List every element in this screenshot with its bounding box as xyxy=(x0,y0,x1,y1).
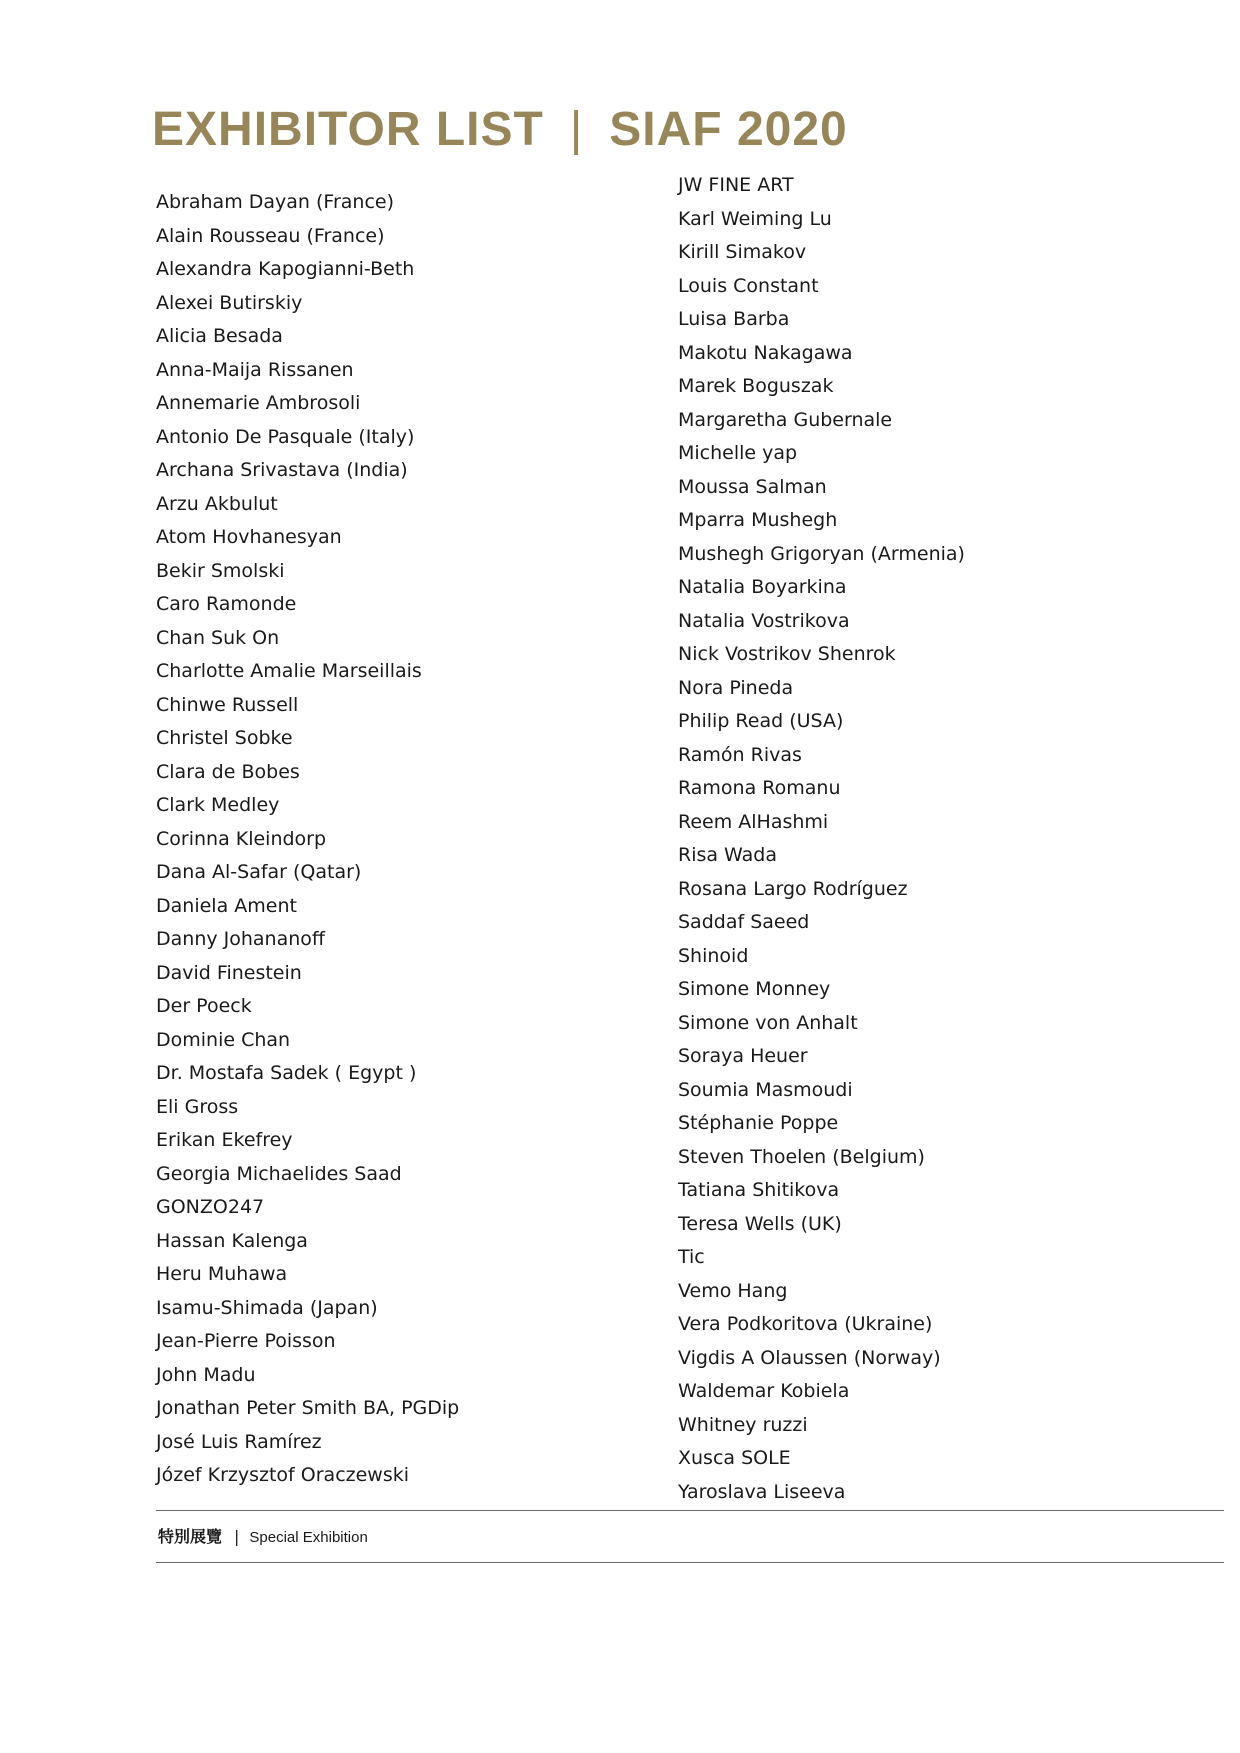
exhibitor-name: Teresa Wells (UK) xyxy=(678,1212,842,1235)
exhibitor-name: Natalia Boyarkina xyxy=(678,576,847,598)
exhibitor-name: Georgia Michaelides Saad xyxy=(156,1162,402,1185)
exhibitor-name: Vemo Hang xyxy=(678,1279,788,1302)
exhibitor-list-right-column xyxy=(678,169,965,1509)
exhibitor-name: Nick Vostrikov Shenrok xyxy=(678,643,896,665)
title-separator: | xyxy=(569,103,584,156)
exhibitor-name: Anna-Maija Rissanen xyxy=(156,358,354,381)
exhibitor-name: Natalia Vostrikova xyxy=(678,609,850,632)
footer-label xyxy=(158,1524,368,1550)
exhibitor-name: Atom Hovhanesyan xyxy=(156,526,342,548)
footer-label-english: Special Exhibition xyxy=(249,1529,368,1546)
exhibitor-name: Alain Rousseau (France) xyxy=(156,224,385,247)
footer-bottom-divider xyxy=(156,1562,1224,1563)
exhibitor-name: Alexandra Kapogianni-Beth xyxy=(156,258,415,280)
exhibitor-name: Mushegh Grigoryan (Armenia) xyxy=(678,542,965,565)
exhibitor-name: Dr. Mostafa Sadek ( Egypt ) xyxy=(156,1062,417,1084)
exhibitor-name: Philip Read (USA) xyxy=(678,710,844,732)
exhibitor-name: Luisa Barba xyxy=(678,308,790,330)
exhibitor-name: Tic xyxy=(678,1246,705,1268)
exhibitor-name: Shinoid xyxy=(678,944,749,967)
exhibitor-name: Saddaf Saeed xyxy=(678,911,810,933)
exhibitor-name: Risa Wada xyxy=(678,844,777,866)
exhibitor-name: Charlotte Amalie Marseillais xyxy=(156,660,422,682)
exhibitor-name: Soumia Masmoudi xyxy=(678,1078,853,1101)
footer-separator: | xyxy=(234,1527,240,1546)
exhibitor-name: Marek Boguszak xyxy=(678,375,834,397)
exhibitor-name: JW FINE ART xyxy=(678,174,794,196)
title-siaf-2020: SIAF 2020 xyxy=(609,103,848,156)
exhibitor-name: Kirill Simakov xyxy=(678,241,807,263)
exhibitor-name: Rosana Largo Rodríguez xyxy=(678,877,908,900)
exhibitor-name: Danny Johananoff xyxy=(156,928,325,950)
exhibitor-name: Alicia Besada xyxy=(156,325,283,347)
exhibitor-name: Chinwe Russell xyxy=(156,693,299,716)
exhibitor-name: Margaretha Gubernale xyxy=(678,408,893,431)
exhibitor-name: Tatiana Shitikova xyxy=(678,1179,840,1201)
exhibitor-name: Dominie Chan xyxy=(156,1028,291,1051)
exhibitor-name: Louis Constant xyxy=(678,274,819,297)
exhibitor-name: Yaroslava Liseeva xyxy=(678,1480,846,1503)
page-title xyxy=(152,100,848,160)
exhibitor-name: Karl Weiming Lu xyxy=(678,207,832,230)
exhibitor-name: Christel Sobke xyxy=(156,727,293,749)
exhibitor-name: Caro Ramonde xyxy=(156,593,297,615)
exhibitor-name: Der Poeck xyxy=(156,995,252,1017)
exhibitor-name: Eli Gross xyxy=(156,1095,239,1118)
exhibitor-name: Reem AlHashmi xyxy=(678,810,829,833)
exhibitor-name: Bekir Smolski xyxy=(156,559,285,582)
exhibitor-name: Xusca SOLE xyxy=(678,1447,791,1469)
exhibitor-name: Corinna Kleindorp xyxy=(156,827,327,850)
exhibitor-name: Soraya Heuer xyxy=(678,1045,808,1067)
exhibitor-name: Waldemar Kobiela xyxy=(678,1380,850,1402)
exhibitor-name: Abraham Dayan (France) xyxy=(156,191,394,213)
exhibitor-name: Hassan Kalenga xyxy=(156,1229,308,1252)
exhibitor-name: Vigdis A Olaussen (Norway) xyxy=(678,1346,941,1369)
exhibitor-name: Archana Srivastava (India) xyxy=(156,459,408,481)
exhibitor-name: José Luis Ramírez xyxy=(156,1430,322,1453)
exhibitor-name: Steven Thoelen (Belgium) xyxy=(678,1145,925,1168)
exhibitor-name: Ramón Rivas xyxy=(678,743,802,766)
exhibitor-name: Erikan Ekefrey xyxy=(156,1129,293,1151)
exhibitor-name: Józef Krzysztof Oraczewski xyxy=(156,1464,410,1486)
exhibitor-name: Clara de Bobes xyxy=(156,760,300,783)
footer-label-chinese: 特別展覽 xyxy=(158,1527,223,1546)
exhibitor-name: John Madu xyxy=(156,1363,256,1386)
exhibitor-name: David Finestein xyxy=(156,961,302,984)
exhibitor-name: Chan Suk On xyxy=(156,626,280,649)
exhibitor-name: Whitney ruzzi xyxy=(678,1413,808,1436)
exhibitor-name: Heru Muhawa xyxy=(156,1263,288,1285)
exhibitor-name: Mparra Mushegh xyxy=(678,509,838,531)
exhibitor-name: Alexei Butirskiy xyxy=(156,291,303,314)
exhibitor-name: GONZO247 xyxy=(156,1196,265,1218)
exhibitor-name: Vera Podkoritova (Ukraine) xyxy=(678,1313,933,1335)
exhibitor-name: Stéphanie Poppe xyxy=(678,1112,839,1134)
exhibitor-name: Simone von Anhalt xyxy=(678,1011,858,1034)
exhibitor-name: Jean-Pierre Poisson xyxy=(156,1330,336,1352)
exhibitor-name: Clark Medley xyxy=(156,794,280,816)
exhibitor-name: Moussa Salman xyxy=(678,475,827,498)
exhibitor-name: Simone Monney xyxy=(678,978,831,1000)
exhibitor-name: Daniela Ament xyxy=(156,894,297,917)
exhibitor-name: Michelle yap xyxy=(678,442,798,464)
exhibitor-list-left-column xyxy=(156,186,459,1493)
exhibitor-name: Dana Al-Safar (Qatar) xyxy=(156,861,362,883)
footer-top-divider xyxy=(156,1510,1224,1511)
title-exhibitor-list: EXHIBITOR LIST xyxy=(152,103,544,156)
exhibitor-name: Nora Pineda xyxy=(678,676,794,699)
exhibitor-name: Antonio De Pasquale (Italy) xyxy=(156,425,415,448)
exhibitor-name: Ramona Romanu xyxy=(678,777,841,799)
exhibitor-name: Jonathan Peter Smith BA, PGDip xyxy=(156,1397,460,1419)
exhibitor-name: Makotu Nakagawa xyxy=(678,341,853,364)
exhibitor-name: Arzu Akbulut xyxy=(156,492,278,515)
exhibitor-name: Annemarie Ambrosoli xyxy=(156,392,361,414)
exhibitor-name: Isamu-Shimada (Japan) xyxy=(156,1296,378,1319)
